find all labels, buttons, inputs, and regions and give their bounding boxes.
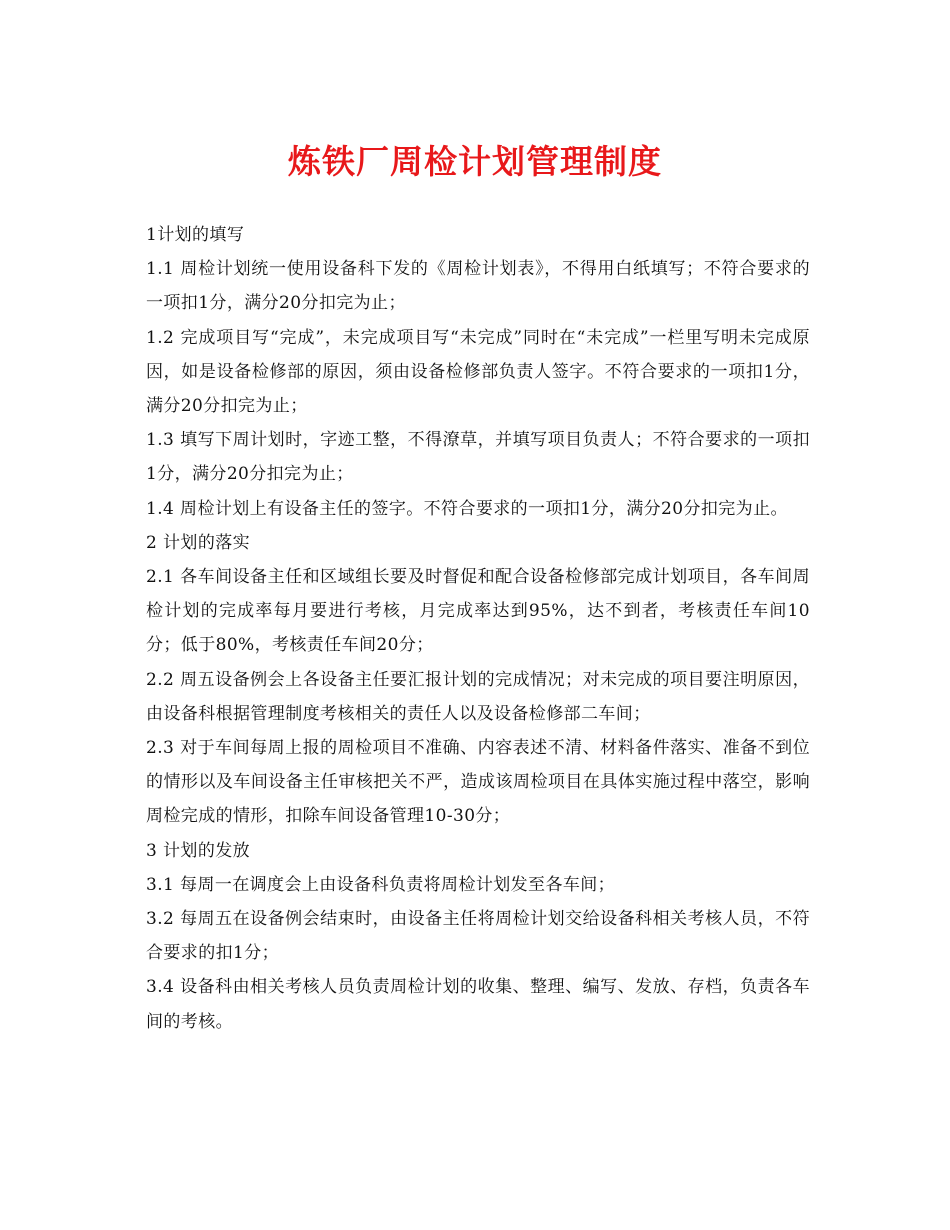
clause-1-3: 1.3 填写下周计划时，字迹工整，不得潦草，并填写项目负责人；不符合要求的一项扣1分，满分20分扣完为止； bbox=[146, 430, 810, 485]
clause-2-1: 2.1 各车间设备主任和区域组长要及时督促和配合设备检修部完成计划项目，各车间周检计划的完成率每月要进行考核，月完成率达到95%，达不到者，考核责任车间10分；低于80%，考核责任车间20分； bbox=[146, 567, 810, 656]
clause-1-2: 1.2 完成项目写“完成”，未完成项目写“未完成”同时在“未完成”一栏里写明未完成原因，如是设备检修部的原因，须由设备检修部负责人签字。不符合要求的一项扣1分，满分20分扣完为止； bbox=[146, 327, 810, 417]
clause-3-4: 3.4 设备科由相关考核人员负责周检计划的收集、整理、编写、发放、存档，负责各车间的考核。 bbox=[146, 977, 810, 1032]
section-heading-3: 3 计划的发放 bbox=[146, 840, 251, 861]
clause-1-4: 1.4 周检计划上有设备主任的签字。不符合要求的一项扣1分，满分20分扣完为止。 bbox=[146, 498, 788, 519]
clause-3-1: 3.1 每周一在调度会上由设备科负责将周检计划发至各车间； bbox=[146, 874, 616, 895]
document-body bbox=[146, 218, 810, 1039]
clause-2-2: 2.2 周五设备例会上各设备主任要汇报计划的完成情况；对未完成的项目要注明原因，由设备科根据管理制度考核相关的责任人以及设备检修部二车间； bbox=[146, 669, 810, 724]
section-heading-2: 2 计划的落实 bbox=[146, 532, 251, 553]
clause-3-2: 3.2 每周五在设备例会结束时，由设备主任将周检计划交给设备科相关考核人员，不符合要求的扣1分； bbox=[146, 909, 810, 964]
clause-1-1: 1.1 周检计划统一使用设备科下发的《周检计划表》，不得用白纸填写；不符合要求的一项扣1分，满分20分扣完为止； bbox=[146, 259, 810, 314]
document-title: 炼铁厂周检计划管理制度 bbox=[288, 142, 662, 181]
section-heading-1: 1计划的填写 bbox=[146, 225, 245, 245]
clause-2-3: 2.3 对于车间每周上报的周检项目不准确、内容表述不清、材料备件落实、准备不到位的情形以及车间设备主任审核把关不严，造成该周检项目在具体实施过程中落空，影响周检完成的情形，扣除车间设备管理10-30分； bbox=[146, 738, 810, 827]
